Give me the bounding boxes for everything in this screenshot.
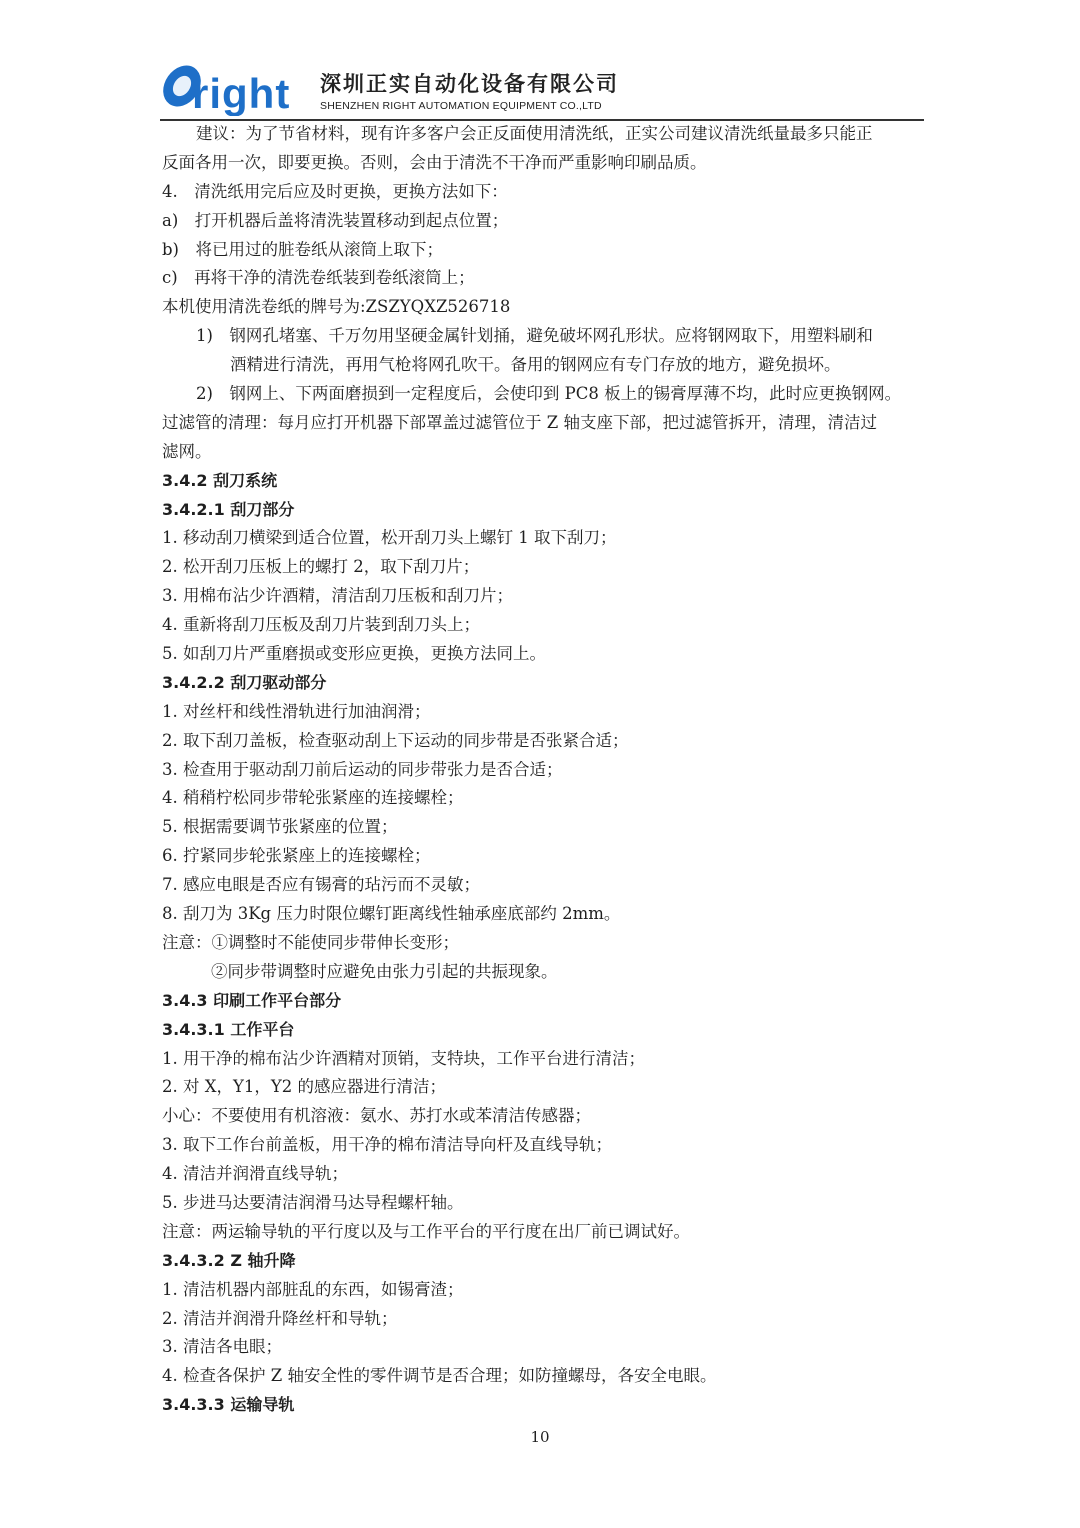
text-line: 2. 取下刮刀盖板，检查驱动刮上下运动的同步带是否张紧合适； <box>162 730 629 750</box>
text-line: 4. 检查各保护 Z 轴安全性的零件调节是否合理；如防撞螺母，各安全电眼。 <box>162 1366 717 1386</box>
text-line: 1) 钢网孔堵塞、千万勿用坚硬金属针划捅，避免破坏网孔形状。应将钢网取下，用塑料刷和 <box>196 326 873 346</box>
text-line: 6. 拧紧同步轮张紧座上的连接螺栓； <box>162 846 431 866</box>
text-line: 过滤管的清理：每月应打开机器下部罩盖过滤管位于 Z 轴支座下部，把过滤管拆开，清理，清洁过 <box>162 412 877 432</box>
text-line: 2. 对 X，Y1，Y2 的感应器进行清洁； <box>162 1077 447 1097</box>
text-line: 建议：为了节省材料，现有许多客户会正反面使用清洗纸，正实公司建议清洗纸量最多只能正 <box>196 124 873 143</box>
text-line: 反面各用一次，即要更换。否则，会由于清洗不干净而严重影响印刷品质。 <box>162 152 707 172</box>
svg-text:right: right <box>192 70 291 116</box>
text-line: 1. 清洁机器内部脏乱的东西，如锡膏渣； <box>162 1279 464 1299</box>
text-line: 4. 清洗纸用完后应及时更换，更换方法如下： <box>162 181 508 201</box>
text-line: 3. 检查用于驱动刮刀前后运动的同步带张力是否合适； <box>162 759 563 779</box>
text-line: 5. 根据需要调节张紧座的位置； <box>162 817 398 837</box>
section-heading: 3.4.3.1 工作平台 <box>162 1019 295 1039</box>
text-line: 4. 重新将刮刀压板及刮刀片装到刮刀头上； <box>162 615 480 635</box>
text-line: ②同步带调整时应避免由张力引起的共振现象。 <box>211 961 558 981</box>
text-line: 2) 钢网上、下两面磨损到一定程度后，会使印到 PC8 板上的锡膏厚薄不均，此时应更换钢网。 <box>196 384 902 404</box>
text-line: 2. 松开刮刀压板上的螺打 2，取下刮刀片； <box>162 557 480 577</box>
document-body <box>162 120 926 1420</box>
section-heading: 3.4.3 印刷工作平台部分 <box>162 990 342 1010</box>
text-line: 1. 移动刮刀横梁到适合位置，松开刮刀头上螺钉 1 取下刮刀； <box>162 528 617 548</box>
text-line: 3. 用棉布沾少许酒精，清洁刮刀压板和刮刀片； <box>162 586 513 606</box>
text-line: 4. 稍稍柠松同步带轮张紧座的连接螺栓； <box>162 788 464 808</box>
text-line: 1. 用干净的棉布沾少许酒精对顶销，支特块，工作平台进行清洁； <box>162 1048 645 1068</box>
text-line: 7. 感应电眼是否应有锡膏的玷污而不灵敏； <box>162 875 480 895</box>
page-number: 10 <box>530 1428 550 1446</box>
text-line: 2. 清洁并润滑升降丝杆和导轨； <box>162 1308 398 1328</box>
text-line: 滤网。 <box>162 441 212 461</box>
section-heading: 3.4.2 刮刀系统 <box>162 470 278 490</box>
text-line: 注意：①调整时不能使同步带伸长变形； <box>162 932 459 952</box>
text-line: 注意：两运输导轨的平行度以及与工作平台的平行度在出厂前已调试好。 <box>162 1221 690 1241</box>
text-line: 5. 如刮刀片严重磨损或变形应更换，更换方法同上。 <box>162 644 546 664</box>
letterhead <box>160 58 930 120</box>
text-line: 酒精进行清洗，再用气枪将网孔吹干。备用的钢网应有专门存放的地方，避免损坏。 <box>230 355 841 375</box>
text-line: 小心：不要使用有机溶液：氨水、苏打水或苯清洁传感器； <box>162 1106 591 1126</box>
text-line: b) 将已用过的脏卷纸从滚筒上取下； <box>162 239 443 259</box>
section-heading: 3.4.2.1 刮刀部分 <box>162 499 295 519</box>
text-line: 5. 步进马达要清洁润滑马达导程螺杆轴。 <box>162 1192 464 1212</box>
text-line: 本机使用清洗卷纸的牌号为:ZSZYQXZ526718 <box>162 297 511 317</box>
text-line: 4. 清洁并润滑直线导轨； <box>162 1164 348 1184</box>
text-line: c) 再将干净的清洗卷纸装到卷纸滚筒上； <box>162 268 475 288</box>
company-name-cn: 深圳正实自动化设备有限公司 <box>320 72 619 96</box>
text-line: 3. 取下工作台前盖板，用干净的棉布清洁导向杆及直线导轨； <box>162 1135 612 1155</box>
company-logo <box>160 60 310 116</box>
text-line: 8. 刮刀为 3Kg 压力时限位螺钉距离线性轴承座底部约 2mm。 <box>162 904 621 924</box>
section-heading: 3.4.3.2 Z 轴升降 <box>162 1250 296 1270</box>
section-heading: 3.4.2.2 刮刀驱动部分 <box>162 672 327 692</box>
section-heading: 3.4.3.3 运输导轨 <box>162 1395 295 1415</box>
text-line: 3. 清洁各电眼； <box>162 1337 282 1357</box>
text-line: 1. 对丝杆和线性滑轨进行加油润滑； <box>162 701 431 721</box>
company-name-en: SHENZHEN RIGHT AUTOMATION EQUIPMENT CO.,LTD <box>320 100 602 112</box>
text-line: a) 打开机器后盖将清洗装置移动到起点位置； <box>162 210 509 230</box>
